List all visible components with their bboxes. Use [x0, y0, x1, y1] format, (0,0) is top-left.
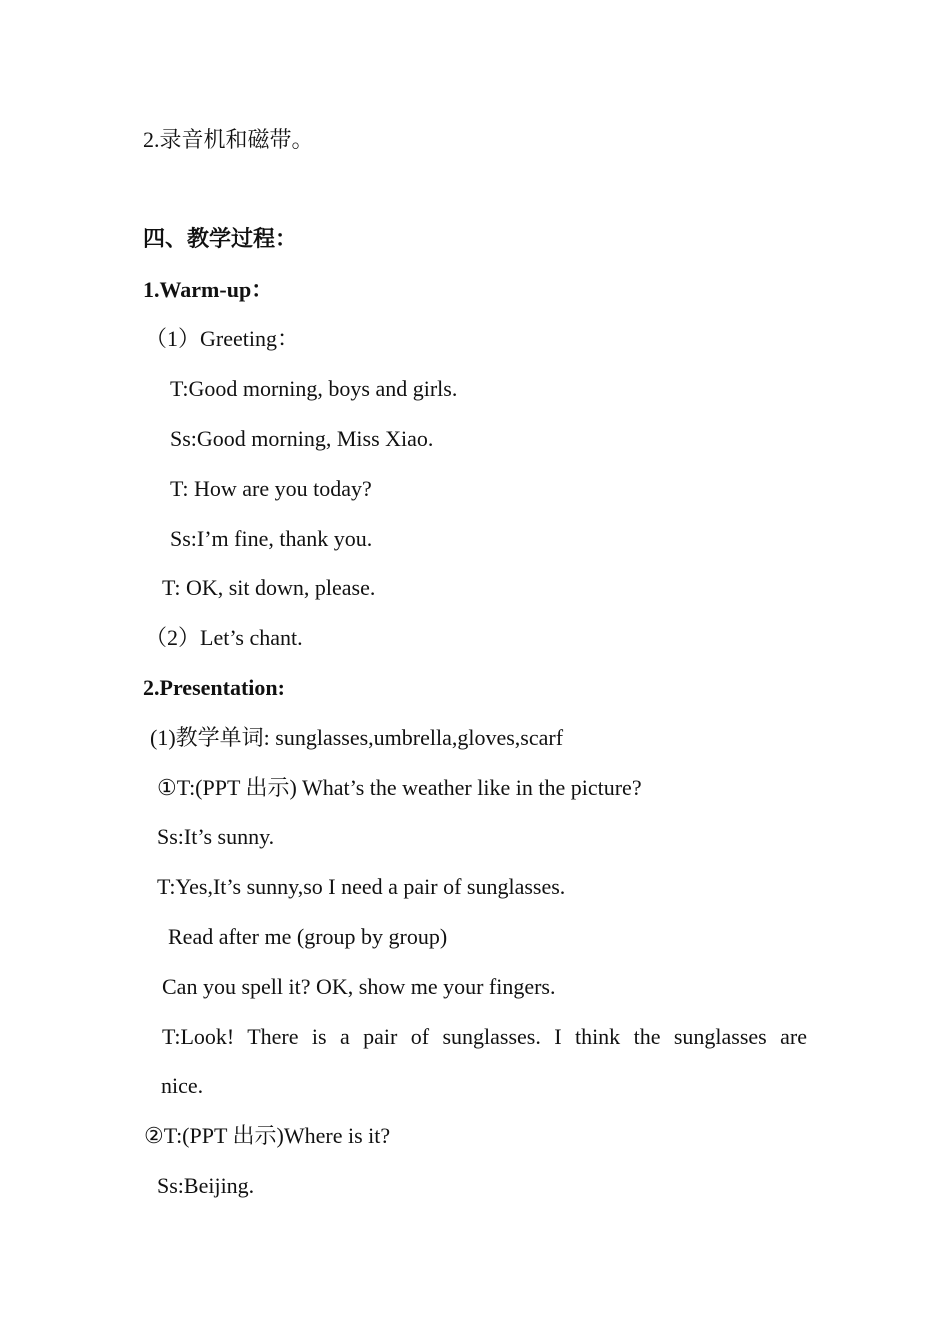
dialogue-line: T:Yes,It’s sunny,so I need a pair of sunglasses. [157, 874, 566, 899]
dialogue-line: ②T:(PPT 出示)Where is it? [144, 1123, 391, 1148]
dialogue-line: T:Look! There is a pair of sunglasses. I think the sunglasses are [162, 1024, 807, 1049]
dialogue-line-continuation: nice. [161, 1073, 204, 1098]
dialogue-line: Ss:I’m fine, thank you. [170, 526, 373, 551]
dialogue-line: T: OK, sit down, please. [162, 575, 376, 600]
dialogue-line: Ss:It’s sunny. [157, 824, 275, 849]
materials-item-2: 2.录音机和磁带。 [143, 127, 314, 152]
dialogue-line: T: How are you today? [170, 476, 372, 501]
dialogue-line: Ss:Good morning, Miss Xiao. [170, 426, 434, 451]
dialogue-line: Ss:Beijing. [157, 1173, 255, 1198]
step-warm-up-heading: 1.Warm-up： [143, 277, 274, 302]
substep-greeting: （1）Greeting： [145, 326, 299, 351]
dialogue-line: Can you spell it? OK, show me your fingers. [162, 974, 556, 999]
step-presentation-heading: 2.Presentation: [143, 675, 285, 700]
substep-chant: （2）Let’s chant. [145, 625, 303, 650]
substep-vocabulary: (1)教学单词: sunglasses,umbrella,gloves,scarf [150, 725, 564, 750]
dialogue-line: T:Good morning, boys and girls. [170, 376, 458, 401]
dialogue-line: Read after me (group by group) [168, 924, 448, 949]
dialogue-line: ①T:(PPT 出示) What’s the weather like in the picture? [157, 775, 642, 800]
section-heading-teaching-process: 四、教学过程： [143, 227, 298, 252]
